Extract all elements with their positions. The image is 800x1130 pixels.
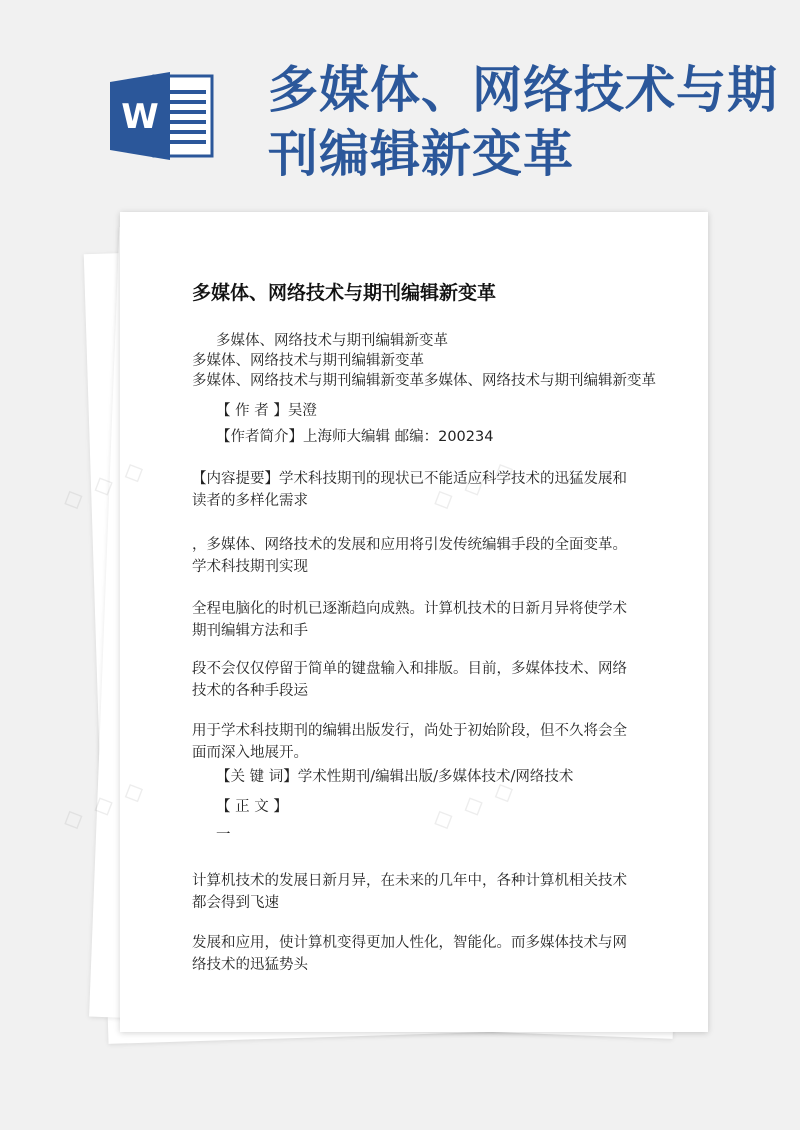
keywords-text: 学术性期刊/编辑出版/多媒体技术/网络技术: [297, 769, 574, 785]
abstract-label: 【内容提要】: [192, 471, 279, 487]
body-label: 【 正 文 】: [216, 799, 288, 815]
body-paragraph-1: 计算机技术的发展日新月异，在未来的几年中，各种计算机相关技术都会得到飞速: [192, 873, 627, 911]
bio-text: 上海师大编辑 邮编：200234: [303, 429, 494, 445]
abstract-paragraph-5: 用于学术科技期刊的编辑出版发行，尚处于初始阶段，但不久将会全面而深入地展开。: [192, 723, 627, 761]
author-line: [216, 400, 317, 422]
banner-title-line-2: 刊编辑新变革: [268, 125, 574, 183]
watermark-mark: ◇: [57, 800, 91, 837]
word-doc-icon: [110, 72, 214, 160]
author-name: 吴澄: [287, 403, 317, 419]
section-number: 一: [216, 827, 231, 843]
repeat-line-3: 多媒体、网络技术与期刊编辑新变革多媒体、网络技术与期刊编辑新变革: [192, 373, 656, 389]
bio-line: [216, 426, 493, 448]
svg-text:W: W: [121, 97, 159, 137]
banner-title-line-1: 多媒体、网络技术与期: [268, 61, 778, 119]
keywords-line: [216, 766, 573, 788]
keywords-label: 【关 键 词】: [216, 769, 298, 785]
abstract-paragraph-1: [192, 468, 630, 512]
abstract-paragraph-3: 全程电脑化的时机已逐渐趋向成熟。计算机技术的日新月异将使学术期刊编辑方法和手: [192, 601, 627, 639]
repeat-line-2: 多媒体、网络技术与期刊编辑新变革: [192, 353, 424, 369]
abstract-text-1: 学术科技期刊的现状已不能适应科学技术的迅猛发展和读者的多样化需求: [192, 471, 627, 509]
body-paragraph-2: 发展和应用，使计算机变得更加人性化，智能化。而多媒体技术与网络技术的迅猛势头: [192, 935, 627, 973]
author-label: 【 作 者 】: [216, 403, 288, 419]
document-title: 多媒体、网络技术与期刊编辑新变革: [192, 282, 497, 304]
banner-title: [268, 58, 788, 186]
watermark-mark: ◇: [57, 480, 91, 517]
document-page: [120, 212, 708, 1032]
repeat-line-1: 多媒体、网络技术与期刊编辑新变革: [216, 333, 448, 349]
abstract-paragraph-2: ，多媒体、网络技术的发展和应用将引发传统编辑手段的全面变革。学术科技期刊实现: [192, 537, 627, 575]
abstract-paragraph-4: 段不会仅仅停留于简单的键盘输入和排版。目前，多媒体技术、网络技术的各种手段运: [192, 661, 627, 699]
bio-label: 【作者简介】: [216, 429, 303, 445]
